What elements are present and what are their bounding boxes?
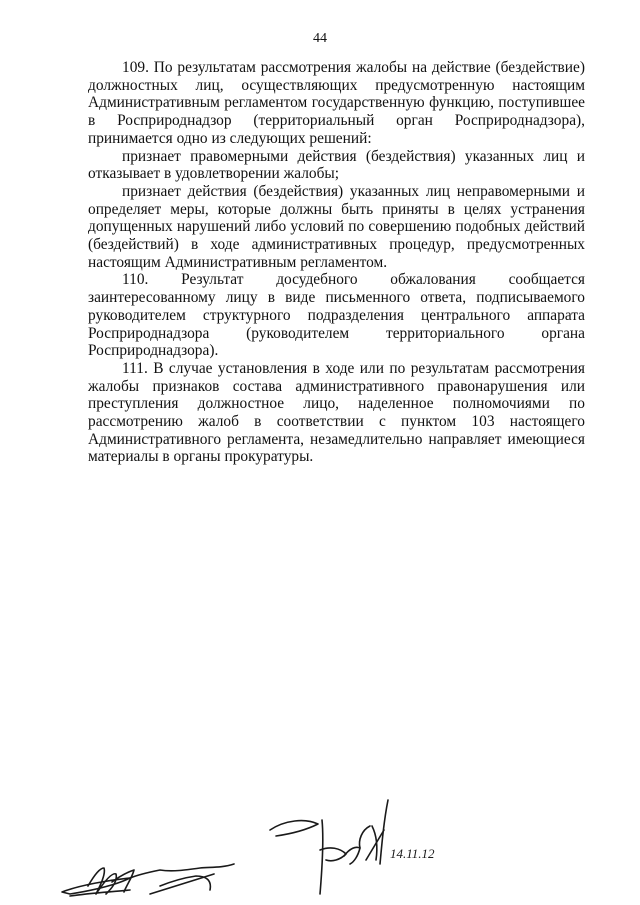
paragraph-109-option-1: признает правомерными действия (бездействия) указанных лиц и отказывает в удовлетворении жалобы; (88, 147, 585, 183)
signatures-drawing (0, 790, 640, 905)
paragraph-109: 109. По результатам рассмотрения жалобы на действие (бездействие) должностных лиц, осуществляющих предусмотренную настоящим Административным регламентом государственную функцию, поступившее в Росприроднадзор (территориальный орган Росприроднадзора), принимается одно из следующих решений: (88, 59, 585, 147)
signatures-area (0, 790, 640, 905)
body-text (88, 59, 585, 466)
paragraph-111: 111. В случае установления в ходе или по результатам рассмотрения жалобы признаков состава административного правонарушения или преступления должностное лицо, наделенное полномочиями по рассмотрению жалоб в соответствии с пунктом 103 настоящего Административного регламента, незамедлительно направляет имеющиеся материалы в органы прокуратуры. (88, 359, 585, 466)
signature-date: 14.11.12 (390, 846, 435, 861)
paragraph-109-option-2: признает действия (бездействия) указанных лиц неправомерными и определяет меры, которые должны быть приняты в целях устранения допущенных нарушений либо условий по совершению подобных действий (бездействий) в ходе административных процедур, предусмотренных настоящим Административным регламентом. (88, 182, 585, 271)
right-signature (270, 800, 388, 894)
page-number: 44 (313, 31, 327, 46)
left-signature (62, 864, 234, 896)
paragraph-110: 110. Результат досудебного обжалования сообщается заинтересованному лицу в виде письменного ответа, подписываемого руководителем структурного подразделения центрального аппарата Росприроднадзора (руководителем территориального органа Росприроднадзора). (88, 271, 585, 360)
